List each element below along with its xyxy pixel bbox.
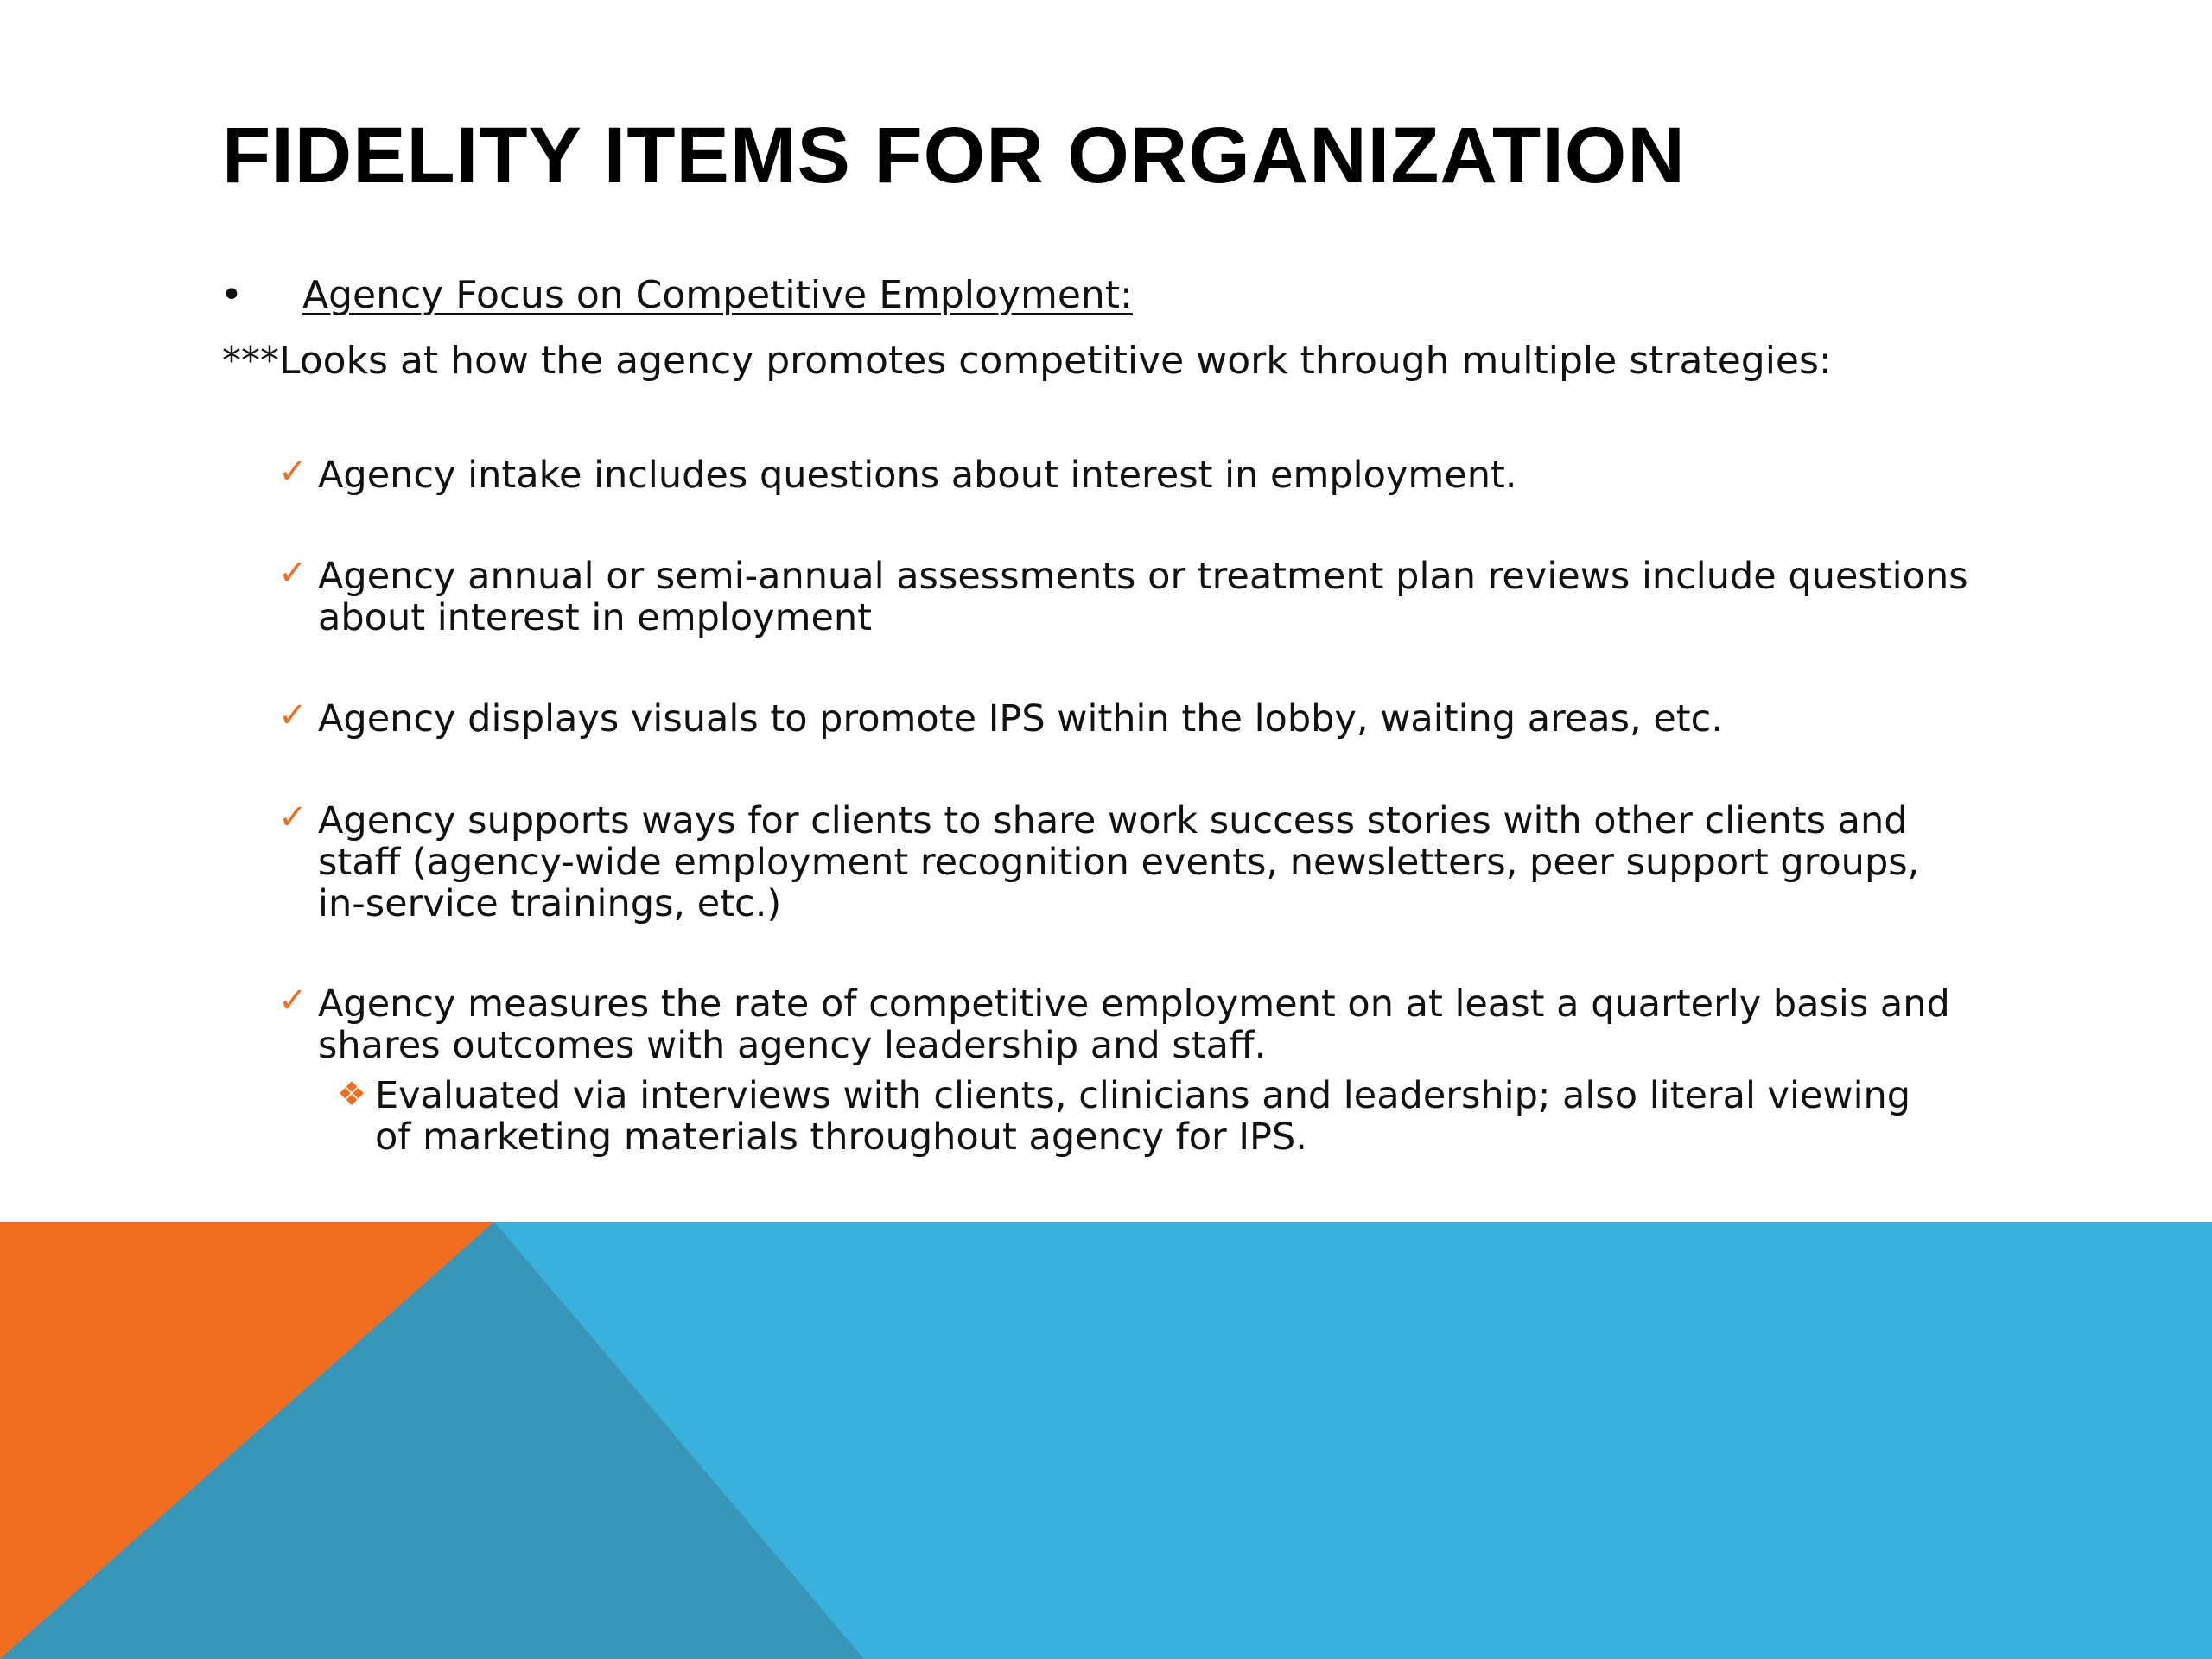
check-item-text: Agency supports ways for clients to share work success stories with other clients and staff (agency-wide employment recognition events, newsletters, peer support groups, in-service trainings, etc.) bbox=[318, 799, 1920, 925]
check-item bbox=[278, 454, 1972, 496]
check-icon: ✓ bbox=[278, 696, 308, 735]
check-item bbox=[278, 553, 1972, 639]
check-item bbox=[278, 983, 1972, 1066]
sub-item-text: Evaluated via interviews with clients, clinicians and leadership; also literal viewing of marketing materials throughout agency for IPS. bbox=[375, 1074, 1911, 1159]
check-item-text: Agency intake includes questions about interest in employment. bbox=[318, 454, 1517, 497]
bullet-heading: Agency Focus on Competitive Employment: bbox=[302, 273, 1133, 317]
bullet-heading-row bbox=[220, 270, 1133, 321]
diamond-bullet-icon: ❖ bbox=[337, 1075, 367, 1113]
check-icon: ✓ bbox=[278, 981, 308, 1020]
check-item bbox=[278, 800, 1972, 925]
check-item-text: Agency measures the rate of competitive employment on at least a quarterly basis and shares outcomes with agency leadership and staff. bbox=[318, 982, 1950, 1067]
intro-text: ***Looks at how the agency promotes competitive work through multiple strategies: bbox=[222, 339, 1832, 383]
bullet-icon: • bbox=[220, 273, 243, 317]
slide-title: FIDELITY ITEMS FOR ORGANIZATION bbox=[222, 111, 1686, 200]
check-icon: ✓ bbox=[278, 553, 308, 593]
check-icon: ✓ bbox=[278, 798, 308, 837]
check-item-text: Agency displays visuals to promote IPS within the lobby, waiting areas, etc. bbox=[318, 697, 1723, 741]
decorative-footer-band bbox=[0, 1222, 2212, 1659]
check-item-text: Agency annual or semi-annual assessments or treatment plan reviews include questions about interest in employment bbox=[318, 555, 1968, 639]
check-item bbox=[278, 698, 1972, 740]
sub-item bbox=[337, 1075, 1927, 1158]
check-icon: ✓ bbox=[278, 452, 308, 492]
